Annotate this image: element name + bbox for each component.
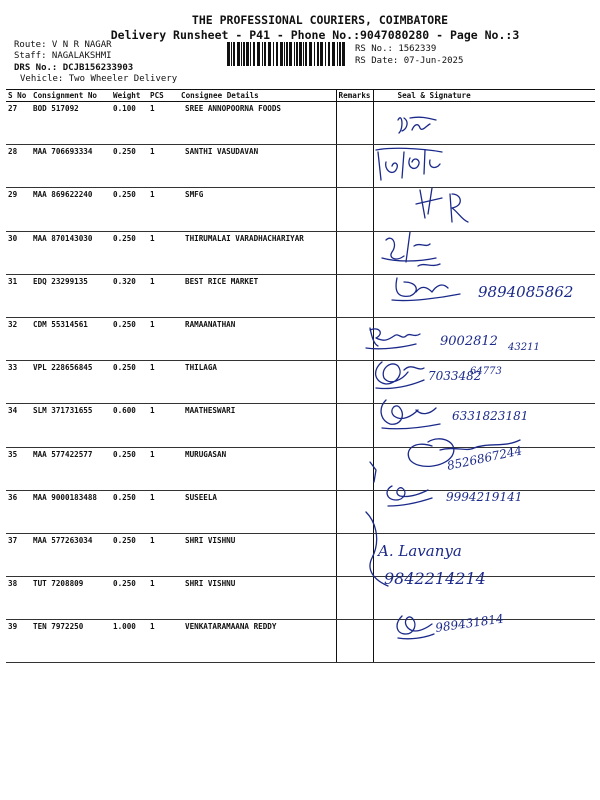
signature-row39-phone: 989431814 [434, 611, 505, 635]
cell-remarks [336, 533, 373, 576]
col-weight: Weight [111, 90, 148, 102]
cell-seal-signature [373, 447, 595, 490]
cell-seal-signature [373, 102, 595, 145]
col-remarks: Remarks [336, 90, 373, 102]
cell-consignment: SLM 371731655 [31, 404, 111, 447]
col-pcs: PCS [148, 90, 179, 102]
table-row [6, 145, 595, 188]
cell-weight: 0.250 [111, 533, 148, 576]
cell-remarks [336, 490, 373, 533]
cell-pcs: 1 [148, 620, 179, 663]
cell-consignment: TUT 7208809 [31, 577, 111, 620]
cell-seal-signature [373, 361, 595, 404]
cell-consignment: MAA 577422577 [31, 447, 111, 490]
signature-row37-phone: 9842214214 [384, 569, 486, 588]
cell-weight: 0.250 [111, 447, 148, 490]
cell-weight: 0.250 [111, 577, 148, 620]
table-row [6, 620, 595, 663]
cell-weight: 0.600 [111, 404, 148, 447]
cell-consignment: BOD 517092 [31, 102, 111, 145]
cell-consignee: SANTHI VASUDAVAN [179, 145, 336, 188]
cell-consignee: SMFG [179, 188, 336, 231]
cell-consignment: MAA 869622240 [31, 188, 111, 231]
cell-sno: 29 [6, 188, 31, 231]
cell-remarks [336, 102, 373, 145]
col-sno: S No [6, 90, 31, 102]
cell-weight: 0.250 [111, 317, 148, 360]
cell-seal-signature [373, 490, 595, 533]
cell-consignee: THIRUMALAI VARADHACHARIYAR [179, 231, 336, 274]
cell-seal-signature [373, 533, 595, 576]
cell-consignee: SHRI VISHNU [179, 533, 336, 576]
cell-consignment: MAA 870143030 [31, 231, 111, 274]
rs-number: RS No.: 1562339 [355, 44, 437, 54]
cell-pcs: 1 [148, 577, 179, 620]
signature-row33-note: 7033482 [428, 369, 482, 383]
table-row [6, 447, 595, 490]
cell-seal-signature [373, 145, 595, 188]
runsheet-table [6, 89, 595, 663]
cell-weight: 0.100 [111, 102, 148, 145]
signature-row36-phone: 9994219141 [446, 490, 523, 504]
table-row [6, 231, 595, 274]
signature-row31-phone: 9894085862 [478, 283, 574, 301]
cell-seal-signature [373, 317, 595, 360]
cell-pcs: 1 [148, 490, 179, 533]
cell-consignment: MAA 706693334 [31, 145, 111, 188]
col-consignment: Consignment No [31, 90, 111, 102]
cell-weight: 0.250 [111, 145, 148, 188]
cell-remarks [336, 145, 373, 188]
col-consignee: Consignee Details [179, 90, 336, 102]
cell-seal-signature [373, 404, 595, 447]
cell-sno: 39 [6, 620, 31, 663]
cell-consignment: TEN 7972250 [31, 620, 111, 663]
table-row [6, 577, 595, 620]
cell-sno: 30 [6, 231, 31, 274]
table-row [6, 102, 595, 145]
staff-label: Staff: NAGALAKSHMI [14, 51, 112, 61]
cell-sno: 31 [6, 274, 31, 317]
cell-pcs: 1 [148, 102, 179, 145]
table-header-row [6, 90, 595, 102]
cell-weight: 0.250 [111, 231, 148, 274]
cell-weight: 1.000 [111, 620, 148, 663]
signature-row32-extra: 43211 [508, 342, 540, 353]
col-seal-signature: Seal & Signature [373, 90, 595, 102]
cell-remarks [336, 577, 373, 620]
cell-sno: 33 [6, 361, 31, 404]
cell-consignee: SHRI VISHNU [179, 577, 336, 620]
signature-row32-note: 9002812 [440, 334, 498, 349]
vehicle-label: Vehicle: Two Wheeler Delivery [20, 74, 178, 84]
cell-seal-signature [373, 274, 595, 317]
cell-sno: 36 [6, 490, 31, 533]
cell-weight: 0.320 [111, 274, 148, 317]
signature-row34-note: 6331823181 [452, 409, 529, 423]
runsheet-subtitle: Delivery Runsheet - P41 - Phone No.:9047080280 - Page No.:3 [110, 28, 520, 42]
cell-consignment: CDM 55314561 [31, 317, 111, 360]
cell-sno: 27 [6, 102, 31, 145]
rs-date: RS Date: 07-Jun-2025 [355, 56, 464, 66]
cell-consignee: RAMAANATHAN [179, 317, 336, 360]
cell-seal-signature [373, 577, 595, 620]
cell-consignee: THILAGA [179, 361, 336, 404]
cell-sno: 35 [6, 447, 31, 490]
cell-sno: 37 [6, 533, 31, 576]
cell-weight: 0.250 [111, 490, 148, 533]
cell-consignment: VPL 228656845 [31, 361, 111, 404]
table-row [6, 317, 595, 360]
cell-sno: 32 [6, 317, 31, 360]
cell-remarks [336, 317, 373, 360]
company-title: THE PROFESSIONAL COURIERS, COIMBATORE [191, 13, 449, 27]
route-label: Route: V N R NAGAR [14, 40, 112, 50]
cell-remarks [336, 361, 373, 404]
cell-consignee: SREE ANNOPOORNA FOODS [179, 102, 336, 145]
cell-sno: 28 [6, 145, 31, 188]
cell-weight: 0.250 [111, 361, 148, 404]
table-row [6, 274, 595, 317]
cell-pcs: 1 [148, 145, 179, 188]
barcode [227, 42, 345, 66]
cell-pcs: 1 [148, 404, 179, 447]
cell-sno: 38 [6, 577, 31, 620]
cell-consignee: BEST RICE MARKET [179, 274, 336, 317]
cell-consignee: MAATHESWARI [179, 404, 336, 447]
cell-remarks [336, 620, 373, 663]
cell-sno: 34 [6, 404, 31, 447]
cell-pcs: 1 [148, 274, 179, 317]
signature-row33-extra: 64773 [470, 366, 502, 377]
table-row [6, 533, 595, 576]
cell-consignment: MAA 577263034 [31, 533, 111, 576]
drs-number: DRS No.: DCJB156233903 [14, 63, 134, 73]
table-row [6, 404, 595, 447]
cell-seal-signature [373, 231, 595, 274]
cell-consignee: SUSEELA [179, 490, 336, 533]
cell-seal-signature [373, 188, 595, 231]
cell-consignee: VENKATARAMAANA REDDY [179, 620, 336, 663]
cell-pcs: 1 [148, 447, 179, 490]
signature-row35-phone: 8526867244 [445, 443, 524, 473]
cell-consignment: MAA 9000183488 [31, 490, 111, 533]
cell-pcs: 1 [148, 533, 179, 576]
cell-remarks [336, 404, 373, 447]
table-row [6, 188, 595, 231]
cell-pcs: 1 [148, 361, 179, 404]
cell-consignee: MURUGASAN [179, 447, 336, 490]
signature-row37-name: A. Lavanya [378, 542, 462, 560]
table-row [6, 361, 595, 404]
cell-remarks [336, 274, 373, 317]
cell-pcs: 1 [148, 231, 179, 274]
table-row [6, 490, 595, 533]
cell-seal-signature [373, 620, 595, 663]
cell-remarks [336, 231, 373, 274]
cell-remarks [336, 188, 373, 231]
cell-remarks [336, 447, 373, 490]
cell-pcs: 1 [148, 317, 179, 360]
cell-pcs: 1 [148, 188, 179, 231]
cell-weight: 0.250 [111, 188, 148, 231]
cell-consignment: EDQ 23299135 [31, 274, 111, 317]
